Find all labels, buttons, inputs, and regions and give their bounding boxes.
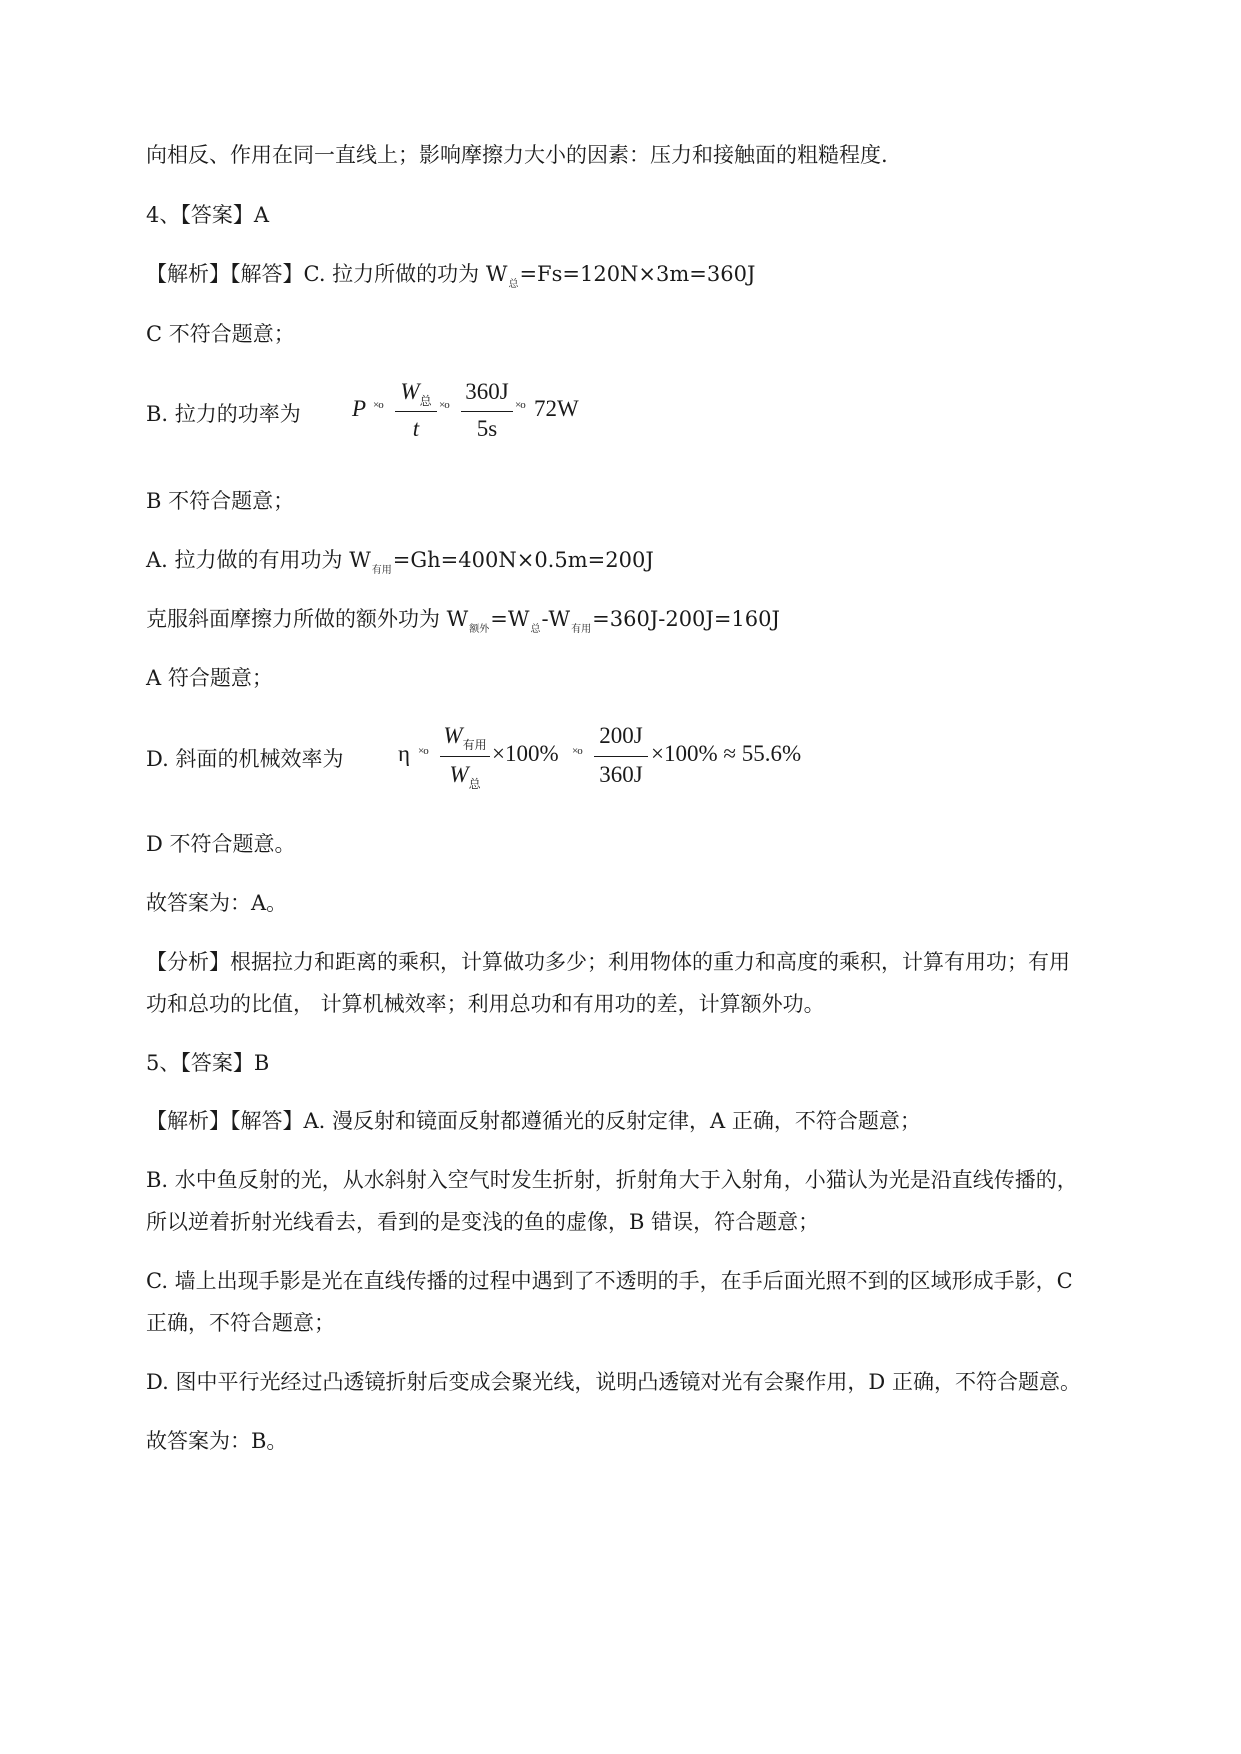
- q5-conclusion: 故答案为：B。: [146, 1429, 288, 1453]
- numerator-w: W: [400, 379, 420, 404]
- formula-result: 72W: [534, 396, 579, 421]
- d-efficiency-label: D. 斜面的机械效率为: [146, 747, 344, 771]
- b-not-fit: B 不符合题意；: [146, 489, 295, 513]
- fraction-bar: [461, 411, 513, 412]
- numerator-w: W: [443, 723, 463, 748]
- extra-mid1: =W: [490, 607, 530, 631]
- fraction-w-over-t: [395, 378, 437, 450]
- equals-glyph: ×ο: [572, 745, 582, 757]
- equals-glyph: ×ο: [373, 399, 383, 411]
- times-100-approx: ×100% ≈ 55.6%: [651, 741, 802, 766]
- extra-sub1: 额外: [469, 624, 490, 635]
- fraction-numerator: 360J: [465, 379, 509, 404]
- fraction-denominator: 5s: [476, 416, 498, 441]
- q4-analysis-c-sub: 总: [508, 279, 519, 290]
- extra-mid2: -W: [541, 607, 571, 631]
- fraction-360j-over-5s: [461, 378, 513, 450]
- equals-glyph: ×ο: [515, 399, 525, 411]
- formula-symbol-p: P: [352, 396, 367, 421]
- denominator-w: W: [449, 762, 469, 787]
- q5-answer: 5、【答案】B: [146, 1051, 270, 1075]
- formula-symbol-eta: η: [398, 741, 411, 766]
- a-useful-post: =Gh=400N×0.5m=200J: [392, 548, 654, 572]
- q5-analysis-b-line2: 所以逆着折射光线看去，看到的是变浅的鱼的虚像，B 错误，符合题意；: [146, 1210, 820, 1234]
- equals-glyph: ×ο: [439, 399, 449, 411]
- q4-summary-line2: 功和总功的比值， 计算机械效率；利用总功和有用功的差，计算额外功。: [146, 992, 825, 1016]
- fraction-bar: [440, 756, 490, 757]
- fraction-numerator: [440, 722, 490, 753]
- q4-analysis-c-pre: 【解析】【解答】C. 拉力所做的功为 W: [146, 262, 508, 286]
- q5-analysis-b-line1: B. 水中鱼反射的光，从水斜射入空气时发生折射，折射角大于入射角，小猫认为光是沿直线传播的，: [146, 1168, 1078, 1192]
- fraction-numerator: 200J: [599, 723, 643, 748]
- fraction-bar: [395, 411, 437, 412]
- extra-sub2: 总: [530, 624, 541, 635]
- a-useful-pre: A. 拉力做的有用功为 W: [146, 548, 371, 572]
- fraction-wuseful-over-wtotal: [440, 722, 490, 796]
- numerator-sub: 有用: [462, 738, 487, 752]
- q5-analysis-c-line1: C. 墙上出现手影是光在直线传播的过程中遇到了不透明的手，在手后面光照不到的区域形成手影，C: [146, 1269, 1073, 1293]
- q5-analysis-a: 【解析】【解答】A. 漫反射和镜面反射都遵循光的反射定律，A 正确，不符合题意；: [146, 1109, 921, 1133]
- fraction-denominator: [440, 761, 490, 792]
- denominator-sub: 总: [468, 777, 481, 791]
- fraction-denominator: t: [412, 416, 420, 441]
- extra-post: =360J-200J=160J: [592, 607, 780, 631]
- extra-sub3: 有用: [571, 624, 592, 635]
- equals-glyph: ×ο: [418, 745, 428, 757]
- extra-pre: 克服斜面摩擦力所做的额外功为 W: [146, 607, 469, 631]
- fraction-200j-over-360j: [594, 722, 648, 796]
- paragraph-continuation: 向相反、作用在同一直线上；影响摩擦力大小的因素：压力和接触面的粗糙程度.: [146, 143, 888, 167]
- fraction-bar: [594, 756, 648, 757]
- fraction-numerator: [395, 378, 437, 409]
- b-power-label: B. 拉力的功率为: [146, 402, 301, 426]
- a-useful-sub: 有用: [371, 565, 392, 576]
- a-fit: A 符合题意；: [146, 666, 273, 690]
- q4-conclusion: 故答案为：A。: [146, 891, 288, 915]
- q4-analysis-c-post: =Fs=120N×3m=360J: [519, 262, 756, 286]
- c-not-fit: C 不符合题意；: [146, 322, 295, 346]
- d-not-fit: D 不符合题意。: [146, 832, 296, 856]
- q4-answer: 4、【答案】A: [146, 203, 270, 227]
- q4-analysis-c: [146, 260, 755, 293]
- q4-summary-line1: 【分析】根据拉力和距离的乘积，计算做功多少；利用物体的重力和高度的乘积，计算有用功；有用: [146, 950, 1070, 974]
- q5-analysis-c-line2: 正确，不符合题意；: [146, 1311, 335, 1335]
- numerator-sub: 总: [419, 394, 432, 408]
- extra-work: [146, 605, 780, 638]
- times-100-percent: ×100%: [492, 741, 559, 766]
- a-useful-work: [146, 546, 654, 579]
- q5-analysis-d: D. 图中平行光经过凸透镜折射后变成会聚光线，说明凸透镜对光有会聚作用，D 正确，不符合题意。: [146, 1370, 1081, 1394]
- fraction-denominator: 360J: [599, 762, 643, 787]
